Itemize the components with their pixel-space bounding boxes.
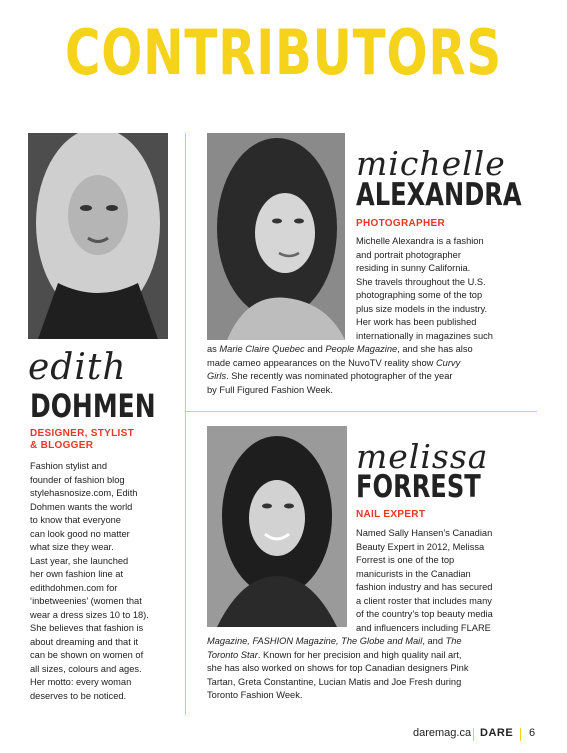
- page-number: 6: [529, 727, 536, 739]
- page-title: CONTRIBUTORS: [65, 16, 502, 89]
- vertical-divider: [185, 133, 186, 715]
- dare-logo: DARE: [480, 727, 514, 739]
- edith-role-line1: DESIGNER, STYLIST: [30, 428, 135, 439]
- melissa-bio-narrow: Named Sally Hansen’s Canadian Beauty Expert in 2012, Melissa Forrest is one of the top manicurists in the Canadian fashion industry and has secured a client roster that includes many of the country’s top beauty media and influencers including FLARE: [356, 528, 493, 633]
- footer-site-link[interactable]: daremag.ca: [413, 727, 472, 739]
- edith-role-line2: & BLOGGER: [30, 440, 94, 451]
- horizontal-divider: [186, 411, 537, 412]
- melissa-photo: [207, 426, 347, 627]
- melissa-bio-wide: Magazine, FASHION Magazine, The Globe and Mail, and The Toronto Star. Known for her precision and high quality nail art, she has also worked on shows for top Canadian designers Pink Tartan, Greta Constantine, Lucian Matis and Joe Fresh during Toronto Fashion Week.: [207, 636, 469, 700]
- michelle-role: PHOTOGRAPHER: [356, 218, 445, 229]
- footer-separator: [473, 728, 474, 741]
- michelle-first-name: michelle: [356, 144, 506, 183]
- michelle-photo: [207, 133, 345, 340]
- edith-bio: Fashion stylist and founder of fashion blog stylehasnosize.com, Edith Dohmen wants the world to know that everyone can look good no matter what size they wear. Last year, she launched her own fashion line at edithdohmen.com for ‘inbetweenies’ (women that wear a dress sizes 10 to 18). She believes that fashion is about dreaming and that it can be shown on women of all sizes, colours and ages. Her motto: every woman deserves to be noticed.: [30, 461, 149, 701]
- michelle-bio-wide: as Marie Claire Quebec and People Magazine, and she has also made cameo appearances on the NuvoTV reality show Curvy Girls. She recently was nominated photographer of the year by Full Figured Fashion Week.: [207, 344, 473, 395]
- melissa-last-name: FORREST: [356, 469, 481, 505]
- melissa-first-name: melissa: [356, 437, 489, 476]
- edith-first-name: edith: [28, 347, 127, 388]
- michelle-last-name: ALEXANDRA: [356, 177, 522, 213]
- edith-last-name: DOHMEN: [30, 387, 156, 425]
- edith-photo: [28, 133, 168, 339]
- footer-separator: [520, 728, 521, 741]
- melissa-role: NAIL EXPERT: [356, 509, 426, 520]
- michelle-bio-narrow: Michelle Alexandra is a fashion and portrait photographer residing in sunny California. She travels throughout the U.S. photographing some of the top plus size models in the industry. Her work has been published internationally in magazines such: [356, 236, 493, 341]
